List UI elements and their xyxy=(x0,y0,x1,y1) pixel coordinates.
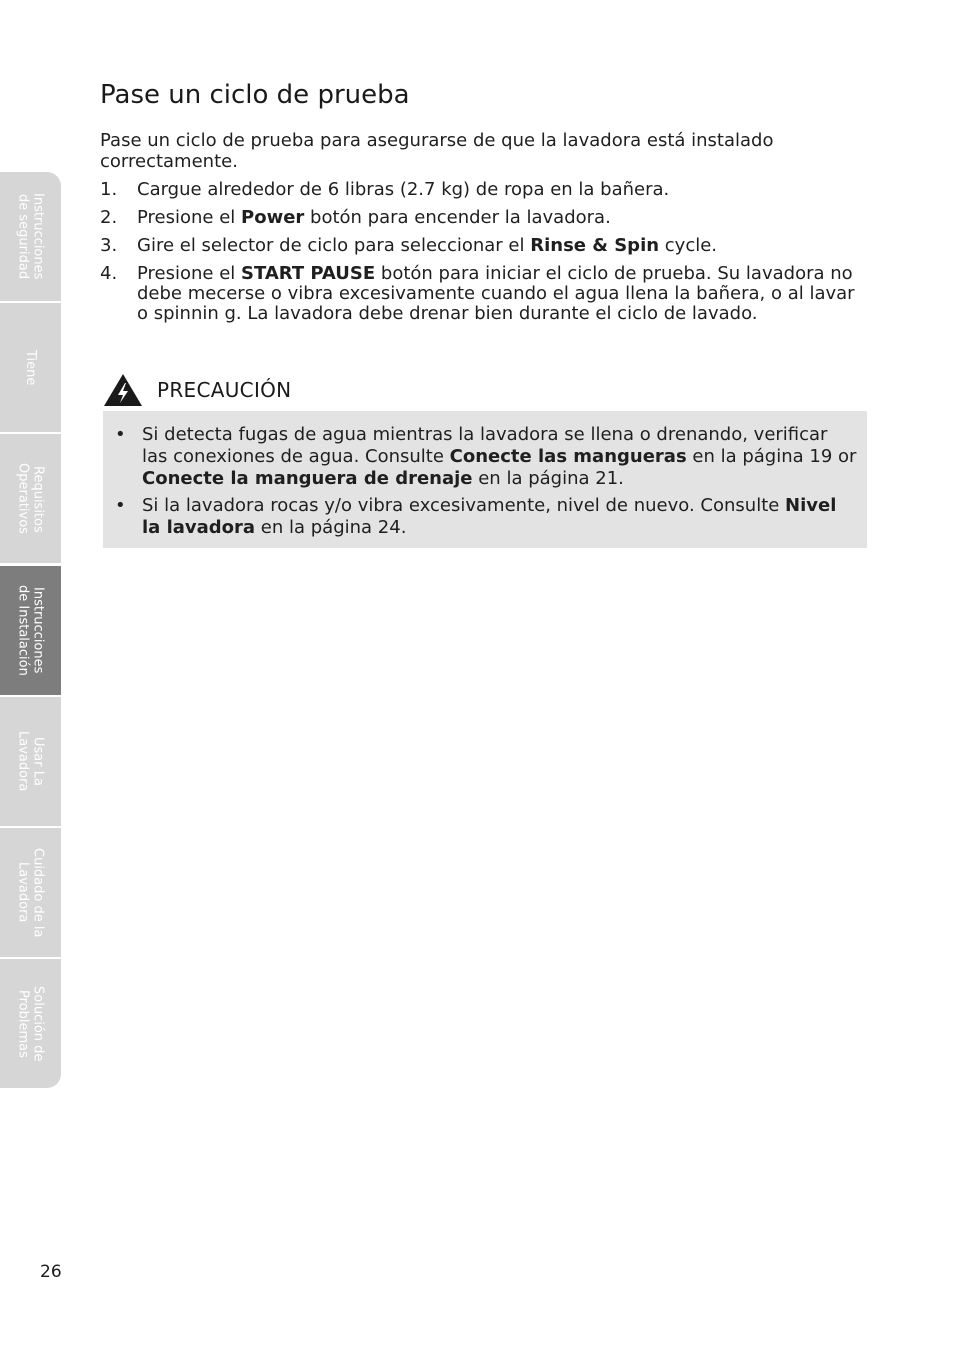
step-item xyxy=(100,264,870,324)
text-run: en la página 21. xyxy=(472,468,624,489)
sidebar-tab[interactable] xyxy=(0,959,61,1088)
step-item xyxy=(100,208,870,228)
text-run: Gire el selector de ciclo para seleccionar el xyxy=(137,235,531,256)
sidebar-tab[interactable] xyxy=(0,828,61,957)
section-sidebar xyxy=(0,172,61,1090)
step-number: 3. xyxy=(100,235,118,256)
bold-text: Conecte la manguera de drenaje xyxy=(142,468,473,489)
bullet-text xyxy=(142,424,857,490)
bullet-text xyxy=(142,495,857,539)
text-run: cycle. xyxy=(659,235,718,256)
step-text xyxy=(137,208,870,228)
text-run: botón para iniciar el ciclo de prueba. Su lavadora no debe mecerse o vibra excesivamente cuando el agua llena la bañera, o al lavar o spinnin g. La lavadora debe drenar bien durante el ciclo de lavado. xyxy=(137,263,855,324)
page-title: Pase un ciclo de prueba xyxy=(100,80,410,110)
text-run: en la página 19 or xyxy=(686,446,857,467)
sidebar-tab-label: Tiene xyxy=(23,349,38,386)
caution-bullet xyxy=(113,424,857,490)
step-number: 2. xyxy=(100,207,118,228)
bold-text: Power xyxy=(241,207,305,228)
text-run: Presione el xyxy=(137,263,242,284)
caution-header xyxy=(103,372,291,408)
step-text xyxy=(137,236,870,256)
text-run: Cargue alrededor de 6 libras (2.7 kg) de ropa en la bañera. xyxy=(137,179,670,200)
step-text xyxy=(137,180,870,200)
sidebar-tab-label: Solución de Problemas xyxy=(15,985,46,1062)
sidebar-tab-label: Cuidado de la Lavadora xyxy=(15,847,46,938)
bullet-dot: • xyxy=(115,424,126,445)
step-text xyxy=(137,264,870,324)
intro-paragraph: Pase un ciclo de prueba para asegurarse de que la lavadora está instalado correctamente. xyxy=(100,130,774,172)
text-run: Presione el xyxy=(137,207,242,228)
steps-list xyxy=(100,180,870,332)
bold-text: Rinse & Spin xyxy=(530,235,660,256)
bold-text: Conecte las mangueras xyxy=(449,446,687,467)
page-number: 26 xyxy=(40,1262,62,1282)
sidebar-tab[interactable] xyxy=(0,172,61,301)
text-run: Si la lavadora rocas y/o vibra excesivamente, nivel de nuevo. Consulte xyxy=(142,495,786,516)
text-run: en la página 24. xyxy=(255,517,407,538)
sidebar-tab-label: Requisitos Operativos xyxy=(15,463,46,535)
bullet-dot: • xyxy=(115,495,126,516)
sidebar-tab[interactable] xyxy=(0,434,61,563)
text-run: botón para encender la lavadora. xyxy=(304,207,611,228)
step-number: 4. xyxy=(100,263,118,284)
sidebar-tab-label: Instrucciones de seguridad xyxy=(15,193,46,280)
sidebar-tab-label: Usar La Lavadora xyxy=(15,731,46,792)
step-number: 1. xyxy=(100,179,118,200)
sidebar-tab[interactable] xyxy=(0,697,61,826)
sidebar-tab-label: Instrucciones de Instalación xyxy=(15,584,46,676)
warning-shock-icon xyxy=(103,373,143,407)
bold-text: START PAUSE xyxy=(241,263,376,284)
bold-text: Nivel la lavadora xyxy=(142,495,837,538)
text-run: Si detecta fugas de agua mientras la lavadora se llena o drenando, verificar las conexiones de agua. Consulte xyxy=(142,424,828,467)
caution-bullet xyxy=(113,495,857,539)
sidebar-tab[interactable] xyxy=(0,566,61,695)
step-item xyxy=(100,236,870,256)
sidebar-tab[interactable] xyxy=(0,303,61,432)
caution-box xyxy=(103,411,867,548)
caution-label: PRECAUCIÓN xyxy=(157,378,292,402)
step-item xyxy=(100,180,870,200)
